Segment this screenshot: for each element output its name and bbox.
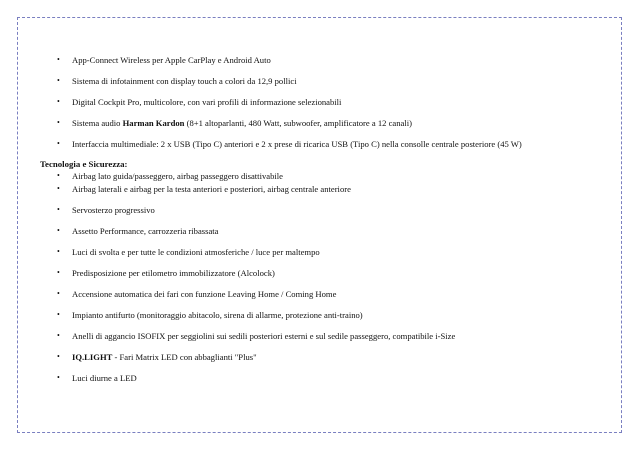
list-item — [40, 309, 620, 330]
bullet-icon: • — [57, 184, 60, 193]
bullet-icon: • — [57, 55, 60, 64]
list-item-text: App-Connect Wireless per Apple CarPlay e Android Auto — [72, 55, 271, 65]
list-item — [40, 54, 620, 75]
bullet-icon: • — [57, 289, 60, 298]
list-item-prefix: Sistema audio — [72, 118, 123, 128]
list-item — [40, 117, 620, 138]
section-heading-tecnologia-sicurezza: Tecnologia e Sicurezza: — [40, 159, 128, 169]
list-item-suffix: (8+1 altoparlanti, 480 Watt, subwoofer, amplificatore a 12 canali) — [184, 118, 412, 128]
list-item-text: Sistema di infotainment con display touch a colori da 12,9 pollici — [72, 76, 297, 86]
list-item-bold-brand: IQ.LIGHT — [72, 352, 113, 362]
list-item — [40, 351, 620, 372]
bullet-icon: • — [57, 76, 60, 85]
safety-feature-list — [40, 170, 620, 393]
list-item — [40, 96, 620, 117]
bullet-icon: • — [57, 331, 60, 340]
list-item-text: Airbag laterali e airbag per la testa anteriori e posteriori, airbag centrale anteriore — [72, 184, 351, 194]
list-item-bold-brand: Harman Kardon — [122, 118, 185, 128]
list-item-text: Predisposizione per etilometro immobilizzatore (Alcolock) — [72, 268, 275, 278]
bullet-icon: • — [57, 97, 60, 106]
list-item-text: Luci di svolta e per tutte le condizioni atmosferiche / luce per maltempo — [72, 247, 320, 257]
list-item — [40, 372, 620, 393]
list-item-suffix: - Fari Matrix LED con abbaglianti "Plus" — [112, 352, 257, 362]
list-item — [40, 267, 620, 288]
bullet-icon: • — [57, 247, 60, 256]
list-item-text: Assetto Performance, carrozzeria ribassata — [72, 226, 219, 236]
list-item-text: Interfaccia multimediale: 2 x USB (Tipo C) anteriori e 2 x prese di ricarica USB (Tipo C) nella consolle centrale posteriore (45 W) — [72, 139, 522, 149]
bullet-icon: • — [57, 373, 60, 382]
bullet-icon: • — [57, 310, 60, 319]
bullet-icon: • — [57, 226, 60, 235]
bullet-icon: • — [57, 352, 60, 361]
bullet-icon: • — [57, 139, 60, 148]
list-item — [40, 183, 620, 204]
list-item-text: Luci diurne a LED — [72, 373, 137, 383]
list-item — [40, 288, 620, 309]
bullet-icon: • — [57, 205, 60, 214]
list-item — [40, 225, 620, 246]
list-item — [40, 170, 620, 183]
list-item — [40, 246, 620, 267]
bullet-icon: • — [57, 171, 60, 180]
document-content — [40, 54, 620, 393]
infotainment-feature-list — [40, 54, 620, 159]
list-item-text: Anelli di aggancio ISOFIX per seggiolini sui sedili posteriori esterni e sul sedile passeggero, compatibile i-Size — [72, 331, 456, 341]
list-item — [40, 138, 620, 159]
list-item-text: Digital Cockpit Pro, multicolore, con vari profili di informazione selezionabili — [72, 97, 342, 107]
list-item — [40, 75, 620, 96]
list-item-text: Accensione automatica dei fari con funzione Leaving Home / Coming Home — [72, 289, 337, 299]
bullet-icon: • — [57, 268, 60, 277]
list-item-text: Airbag lato guida/passeggero, airbag passeggero disattivabile — [72, 171, 283, 181]
list-item — [40, 204, 620, 225]
list-item — [40, 330, 620, 351]
list-item-text: Servosterzo progressivo — [72, 205, 155, 215]
bullet-icon: • — [57, 118, 60, 127]
list-item-text: Impianto antifurto (monitoraggio abitacolo, sirena di allarme, protezione anti-traino) — [72, 310, 363, 320]
